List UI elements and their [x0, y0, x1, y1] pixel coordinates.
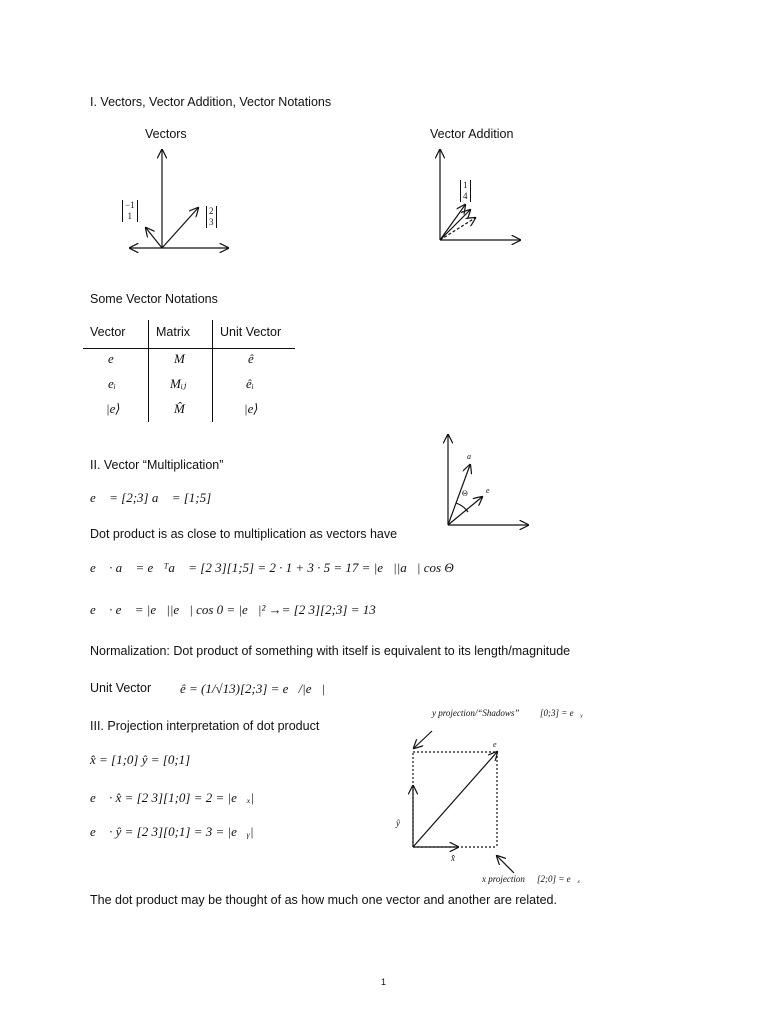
vector-definitions: e⃗ = [2;3] a⃗ = [1;5] [90, 490, 212, 505]
vector-left-bottom: 1 [127, 211, 133, 221]
page-number: 1 [381, 977, 387, 987]
vectors-axes [130, 150, 228, 248]
basis-equation: x̂ = [1;0] ŷ = [0;1] [90, 752, 191, 767]
col-header-unit-vector: Unit Vector [220, 325, 282, 339]
table-cell: M [174, 351, 185, 366]
col-header-matrix: Matrix [156, 325, 191, 339]
dot-product-equation: e⃗ · a⃗ = e⃗ᵀa⃗ = [2 3][1;5] = 2 · 1 + 3 · 5 = 17 = |e⃗||a⃗| cos Θ [90, 560, 454, 575]
y-projection-vector: [0;3] = e⃗ᵧ [540, 708, 583, 718]
table-cell: êᵢ [246, 376, 254, 391]
fig-e-label: e⃗ [486, 486, 496, 495]
addition-vector-matrix [460, 180, 471, 202]
vectors-label: Vectors [145, 127, 187, 141]
vector-addition-label: Vector Addition [430, 127, 514, 141]
section2-heading: II. Vector “Multiplication” [90, 458, 224, 472]
dot-product-intro: Dot product is as close to multiplication as vectors have [90, 527, 398, 541]
vector-left-top: −1 [125, 200, 135, 210]
projection-fig-e-label: e⃗ [493, 740, 503, 749]
table-cell: ê [248, 351, 254, 366]
normalization-text: Normalization: Dot product of something with itself is equivalent to its length/magnitude [90, 644, 571, 658]
notations-heading: Some Vector Notations [90, 292, 218, 306]
table-header-rule [83, 348, 295, 349]
addition-vector-top: 1 [463, 180, 468, 190]
table-cell: e⃗ [108, 351, 124, 366]
vector-left-matrix [122, 200, 138, 222]
unit-vector-label: Unit Vector [90, 681, 152, 695]
table-col-divider-1 [148, 320, 149, 422]
table-cell: Mᵢⱼ [170, 376, 187, 391]
unit-vector-equation: ê = (1/√13)[2;3] = e⃗/|e⃗| [180, 681, 326, 696]
self-dot-equation: e⃗ · e⃗ = |e⃗||e⃗| cos 0 = |e⃗|² →= [2 3][2;3] = 13 [90, 602, 376, 617]
conclusion-text: The dot product may be thought of as how much one vector and another are related. [90, 893, 557, 907]
section1-heading: I. Vectors, Vector Addition, Vector Notations [90, 95, 332, 109]
fig-theta-label: Θ [462, 489, 468, 498]
vector-right-matrix [206, 206, 217, 228]
col-header-vector: Vector [90, 325, 126, 339]
table-col-divider-2 [212, 320, 213, 422]
x-projection-equation: e⃗ · x̂ = [2 3][1;0] = 2 = |e⃗ₓ| [90, 790, 255, 805]
vector-right-top: 2 [209, 206, 214, 216]
fig-a-label: a⃗ [467, 452, 478, 461]
y-projection-equation: e⃗ · ŷ = [2 3][0;1] = 3 = |e⃗ᵧ| [90, 824, 254, 839]
projection-fig-yhat-label: ŷ [396, 818, 400, 828]
table-cell: |e⟩ [244, 401, 259, 416]
vector-right-bottom: 3 [209, 217, 214, 227]
x-projection-label: x projection [482, 874, 525, 884]
y-projection-label: y projection/“Shadows” [432, 708, 520, 718]
projection-fig-xhat-label: x̂ [451, 853, 455, 863]
section3-heading: III. Projection interpretation of dot product [90, 719, 320, 733]
table-cell: M̂ [174, 401, 185, 416]
table-cell: eᵢ [108, 376, 116, 391]
addition-vector-bottom: 4 [463, 191, 468, 201]
table-cell: |e⟩ [106, 401, 121, 416]
x-projection-vector: [2;0] = e⃗ₓ [537, 874, 581, 884]
vector-addition-axes [440, 150, 520, 240]
